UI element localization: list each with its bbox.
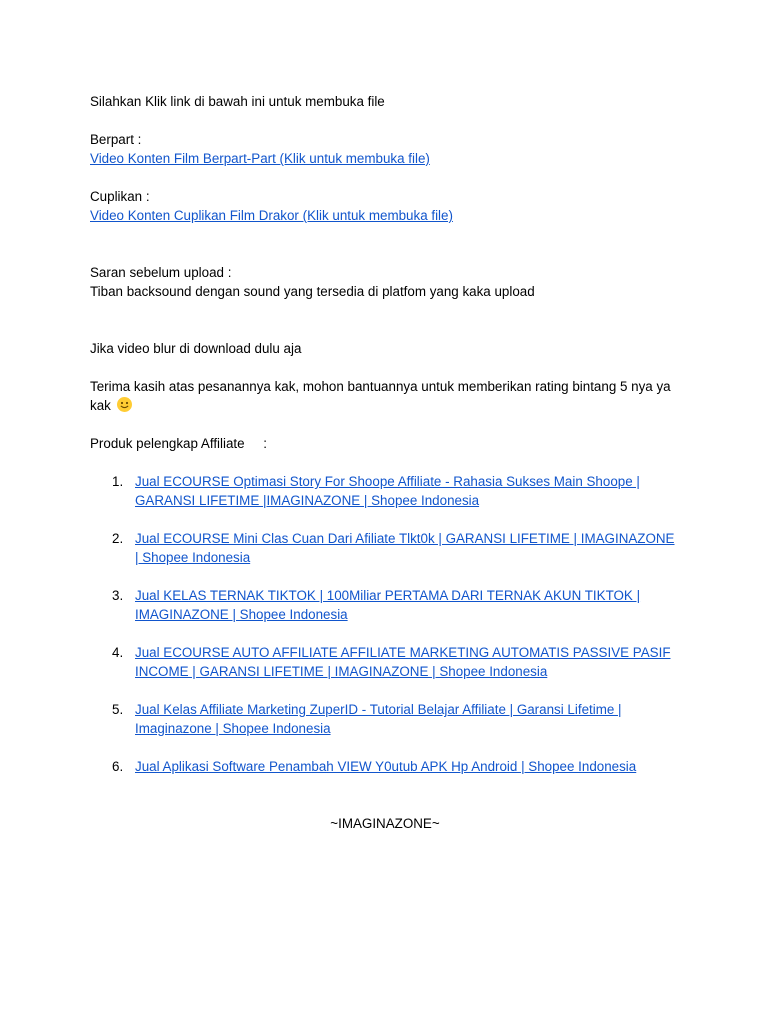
affiliate-product-list — [90, 472, 680, 776]
produk-label: Produk pelengkap Affiliate : — [90, 436, 267, 451]
list-item — [90, 700, 680, 738]
list-number: 5. — [112, 702, 124, 717]
list-number: 6. — [112, 759, 124, 774]
list-item — [90, 472, 680, 510]
product-link[interactable]: Jual ECOURSE Mini Clas Cuan Dari Afiliate Tlkt0k | GARANSI LIFETIME | IMAGINAZONE | Shopee Indonesia — [135, 531, 675, 565]
cuplikan-label: Cuplikan : — [90, 189, 150, 204]
saran-text: Tiban backsound dengan sound yang tersedia di platfom yang kaka upload — [90, 284, 535, 299]
thanks-paragraph — [90, 377, 680, 415]
product-link[interactable]: Jual ECOURSE Optimasi Story For Shoope Affiliate - Rahasia Sukses Main Shoope | GARANSI LIFETIME |IMAGINAZONE | Shopee Indonesia — [135, 474, 640, 508]
blur-note: Jika video blur di download dulu aja — [90, 341, 302, 356]
list-number: 3. — [112, 588, 124, 603]
list-item — [90, 586, 680, 624]
list-number: 4. — [112, 645, 124, 660]
product-link[interactable]: Jual KELAS TERNAK TIKTOK | 100Miliar PERTAMA DARI TERNAK AKUN TIKTOK | IMAGINAZONE | Shopee Indonesia — [135, 588, 641, 622]
list-item — [90, 529, 680, 567]
product-link[interactable]: Jual Aplikasi Software Penambah VIEW Y0utub APK Hp Android | Shopee Indonesia — [135, 759, 637, 774]
product-link[interactable]: Jual ECOURSE AUTO AFFILIATE AFFILIATE MARKETING AUTOMATIS PASSIVE PASIF INCOME | GARANSI LIFETIME | IMAGINAZONE | Shopee Indonesia — [135, 645, 671, 679]
berpart-video-link[interactable]: Video Konten Film Berpart-Part (Klik untuk membuka file) — [90, 151, 430, 166]
berpart-label: Berpart : — [90, 132, 142, 147]
intro-text: Silahkan Klik link di bawah ini untuk membuka file — [90, 94, 385, 109]
product-link[interactable]: Jual Kelas Affiliate Marketing ZuperID - Tutorial Belajar Affiliate | Garansi Lifetime | Imaginazone | Shopee Indonesia — [135, 702, 622, 736]
slightly-smiling-face-icon — [117, 397, 132, 412]
saran-label: Saran sebelum upload : — [90, 265, 232, 280]
list-number: 2. — [112, 531, 124, 546]
list-item — [90, 643, 680, 681]
signature: ~IMAGINAZONE~ — [330, 816, 440, 831]
cuplikan-video-link[interactable]: Video Konten Cuplikan Film Drakor (Klik untuk membuka file) — [90, 208, 453, 223]
thanks-text: Terima kasih atas pesanannya kak, mohon bantuannya untuk memberikan rating bintang 5 nya ya kak — [90, 379, 671, 413]
document-page — [90, 92, 680, 833]
list-number: 1. — [112, 474, 124, 489]
list-item — [90, 757, 680, 776]
